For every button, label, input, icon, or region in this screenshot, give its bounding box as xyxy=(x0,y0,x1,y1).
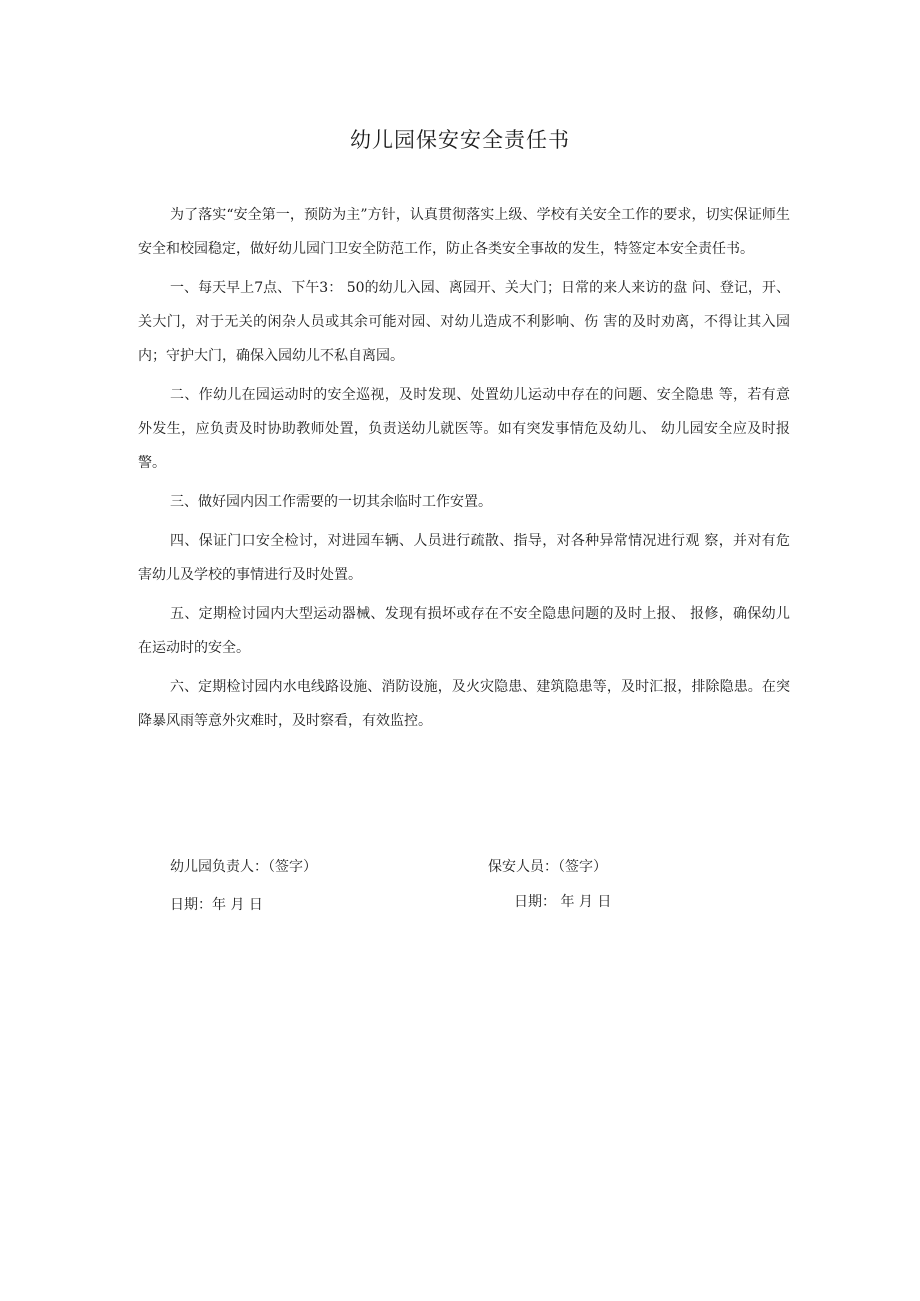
paragraph-item-1: 一、每天早上7点、下午3： 50的幼儿入园、离园开、关大门；日常的来人来访的盘 问、登记，开、关大门，对于无关的闲杂人员或其余可能对园、对幼儿造成不利影响、伤 害的及时劝离，不得让其入园内；守护大门，确保入园幼儿不私自离园。 xyxy=(138,280,790,364)
document-body xyxy=(138,198,790,743)
paragraph-item-4: 四、保证门口安全检讨，对进园车辆、人员进行疏散、指导，对各种异常情况进行观 察，并对有危害幼儿及学校的事情进行及时处置。 xyxy=(138,533,790,583)
security-guard-signature-label: 保安人员：（签字） xyxy=(488,859,607,875)
document-title: 幼儿园保安安全责任书 xyxy=(350,128,570,152)
paragraph-item-5: 五、定期检讨园内大型运动器械、发现有损坏或存在不安全隐患问题的及时上报、 报修，确保幼儿在运动时的安全。 xyxy=(138,606,790,656)
paragraph-intro: 为了落实“安全第一，预防为主”方针，认真贯彻落实上级、学校有关安全工作的要求，切实保证师生安全和校园稳定，做好幼儿园门卫安全防范工作，防止各类安全事故的发生，特签定本安全责任书。 xyxy=(138,207,790,257)
paragraph-item-3: 三、做好园内因工作需要的一切其余临时工作安置。 xyxy=(170,494,492,510)
paragraph-item-6: 六、定期检讨园内水电线路设施、消防设施，及火灾隐患、建筑隐患等，及时汇报，排除隐患。在突降暴风雨等意外灾难时，及时察看，有效监控。 xyxy=(138,679,790,729)
kindergarten-head-date-label: 日期：年 月 日 xyxy=(170,897,263,913)
security-guard-date-label: 日期： 年 月 日 xyxy=(514,894,612,910)
paragraph-item-2: 二、作幼儿在园运动时的安全巡视，及时发现、处置幼儿运动中存在的问题、安全隐患 等，若有意外发生，应负责及时协助教师处置，负责送幼儿就医等。如有突发事情危及幼儿、 幼儿园安全应及时报警。 xyxy=(138,387,790,471)
kindergarten-head-signature-label: 幼儿园负责人：（签字） xyxy=(170,859,317,875)
